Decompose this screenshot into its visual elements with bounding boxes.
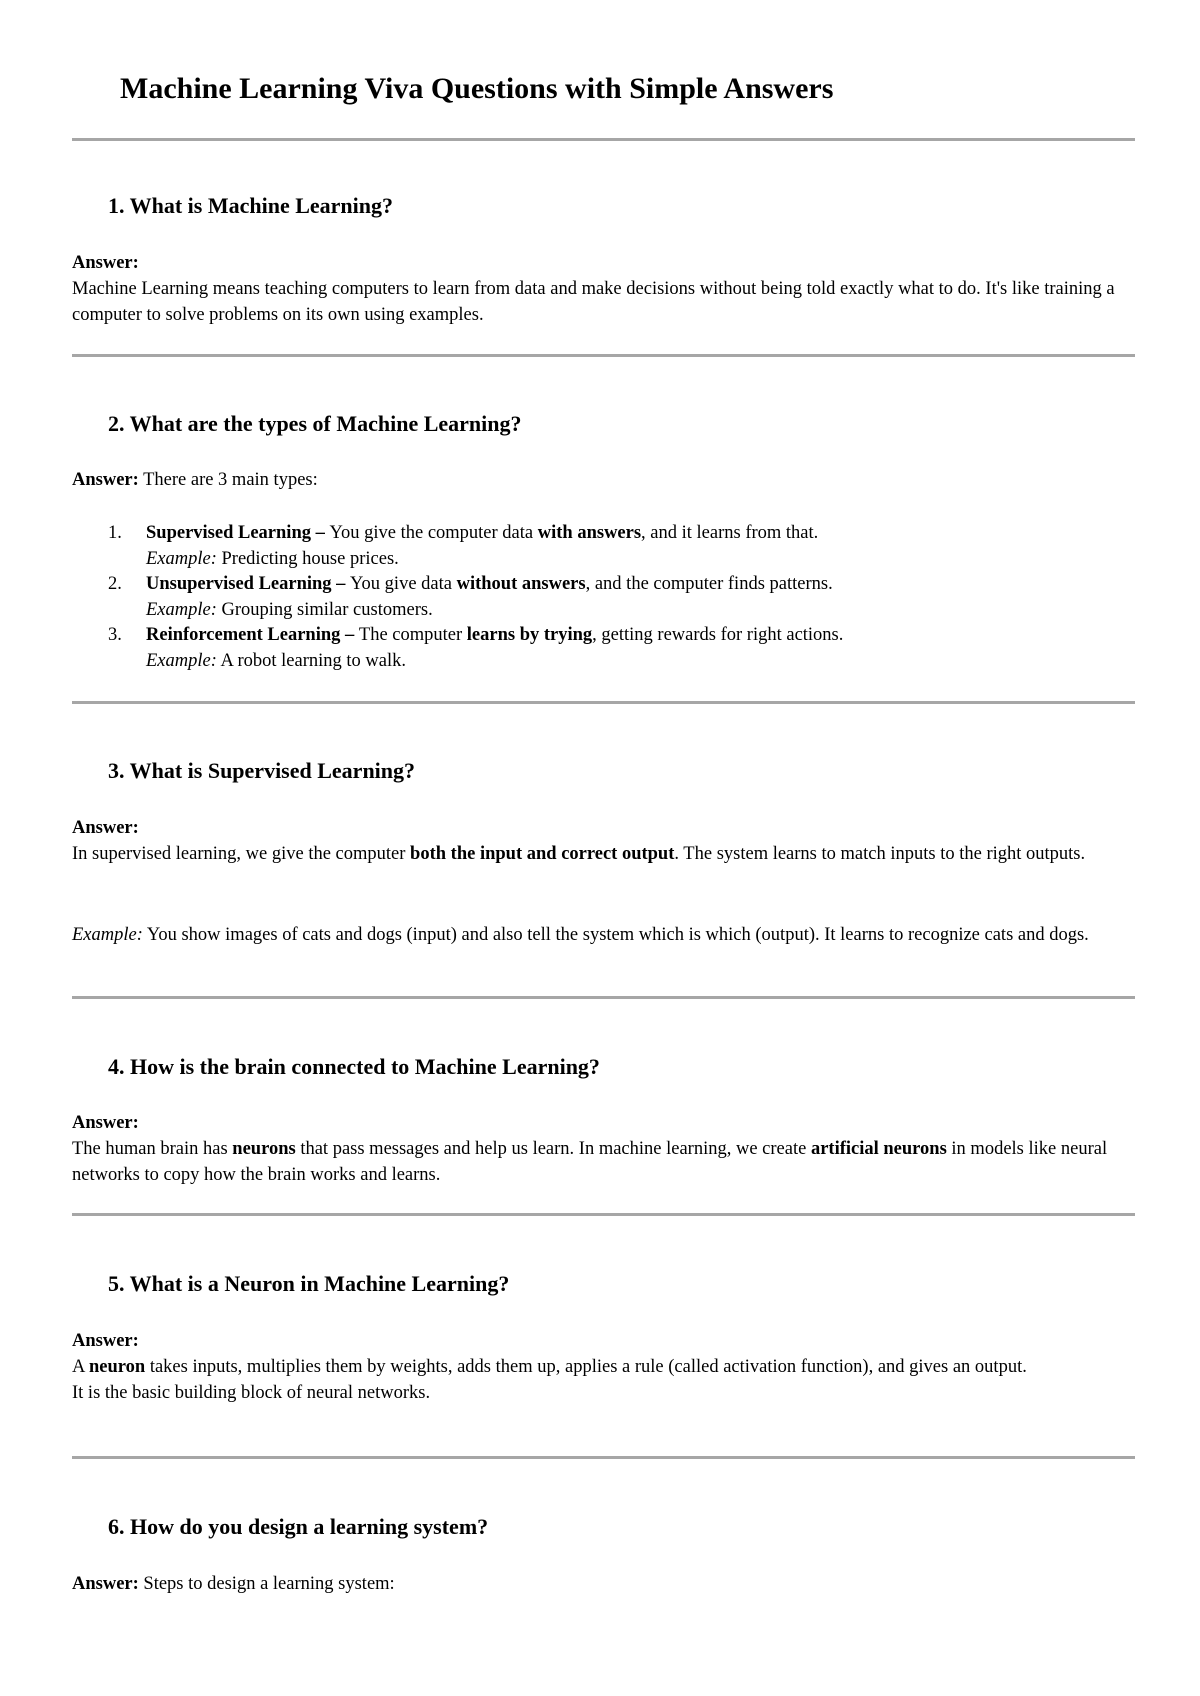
answer-text: There are 3 main types: bbox=[143, 470, 318, 490]
answer-text: In supervised learning, we give the computer bbox=[72, 844, 411, 864]
item-bold-text: without answers bbox=[456, 574, 586, 594]
example-text: You show images of cats and dogs (input) and also tell the system which is which (output). It learns to recognize cats and dogs. bbox=[146, 925, 1089, 945]
divider bbox=[72, 701, 1135, 704]
ml-types-list bbox=[72, 521, 1132, 674]
answer-text: It is the basic building block of neural networks. bbox=[72, 1383, 431, 1403]
example-label: Example: bbox=[146, 599, 217, 620]
list-number: 1. bbox=[108, 523, 122, 543]
type-name: Unsupervised Learning bbox=[146, 574, 332, 594]
example-text: A robot learning to walk. bbox=[220, 650, 406, 671]
dash: – bbox=[310, 523, 330, 543]
answer-label: Answer: bbox=[72, 1574, 139, 1594]
answer-bold-text: artificial neurons bbox=[810, 1139, 947, 1159]
divider bbox=[72, 354, 1135, 357]
answer-bold-text: neurons bbox=[232, 1139, 296, 1159]
example-label: Example: bbox=[72, 925, 143, 945]
answer-text: Steps to design a learning system: bbox=[143, 1574, 395, 1594]
answer-bold-text: both the input and correct output bbox=[410, 844, 675, 864]
item-text: The computer bbox=[358, 625, 467, 645]
item-text: , and the computer finds patterns. bbox=[585, 574, 833, 594]
item-text: You give data bbox=[350, 574, 457, 594]
example-text: Grouping similar customers. bbox=[221, 599, 433, 620]
type-name: Reinforcement Learning bbox=[146, 625, 341, 645]
divider bbox=[72, 1456, 1135, 1459]
example-label: Example: bbox=[146, 548, 217, 569]
item-bold-text: learns by trying bbox=[466, 625, 593, 645]
list-number: 2. bbox=[108, 574, 122, 594]
question-5-heading: 5. What is a Neuron in Machine Learning? bbox=[108, 1271, 510, 1296]
item-text: You give the computer data bbox=[329, 523, 538, 543]
list-item bbox=[72, 521, 1132, 572]
question-2-intro bbox=[72, 467, 1137, 493]
answer-label: Answer: bbox=[72, 253, 139, 273]
list-item bbox=[72, 572, 1132, 623]
answer-text: takes inputs, multiplies them by weights, adds them up, applies a rule (called activation function), and gives an output. bbox=[145, 1357, 1027, 1377]
item-text: , and it learns from that. bbox=[641, 523, 819, 543]
item-text: , getting rewards for right actions. bbox=[592, 625, 844, 645]
question-4-heading: 4. How is the brain connected to Machine Learning? bbox=[108, 1054, 600, 1079]
question-4-answer bbox=[72, 1110, 1137, 1188]
answer-label: Answer: bbox=[72, 1113, 139, 1133]
list-item bbox=[72, 623, 1132, 674]
answer-text: The human brain has bbox=[72, 1139, 233, 1159]
type-name: Supervised Learning bbox=[146, 523, 311, 543]
example-label: Example: bbox=[146, 650, 217, 671]
question-6-heading: 6. How do you design a learning system? bbox=[108, 1514, 489, 1539]
answer-label: Answer: bbox=[72, 1331, 139, 1351]
question-3-heading: 3. What is Supervised Learning? bbox=[108, 758, 416, 783]
divider bbox=[72, 996, 1135, 999]
document-title: Machine Learning Viva Questions with Simple Answers bbox=[120, 72, 834, 105]
answer-text: A bbox=[72, 1357, 89, 1377]
example-text: Predicting house prices. bbox=[221, 548, 399, 569]
list-number: 3. bbox=[108, 625, 122, 645]
answer-label: Answer: bbox=[72, 818, 139, 838]
question-1-heading: 1. What is Machine Learning? bbox=[108, 193, 394, 218]
question-5-answer bbox=[72, 1328, 1137, 1406]
divider bbox=[72, 1213, 1135, 1216]
dash: – bbox=[340, 625, 359, 645]
question-2-heading: 2. What are the types of Machine Learning? bbox=[108, 411, 522, 436]
question-3-example bbox=[72, 922, 1137, 948]
answer-text: in models like neural networks to copy how the brain works and learns. bbox=[72, 1139, 1108, 1185]
answer-text: Machine Learning means teaching computers to learn from data and make decisions without being told exactly what to do. It's like training a computer to solve problems on its own using examples. bbox=[72, 279, 1115, 325]
dash: – bbox=[331, 574, 351, 594]
question-1-answer bbox=[72, 250, 1137, 328]
item-bold-text: with answers bbox=[537, 523, 642, 543]
answer-text: that pass messages and help us learn. In machine learning, we create bbox=[295, 1139, 811, 1159]
answer-bold-text: neuron bbox=[88, 1357, 146, 1377]
question-3-answer bbox=[72, 815, 1137, 867]
question-6-intro bbox=[72, 1571, 1137, 1597]
answer-text: . The system learns to match inputs to the right outputs. bbox=[674, 844, 1086, 864]
divider bbox=[72, 138, 1135, 141]
answer-label: Answer: bbox=[72, 470, 139, 490]
